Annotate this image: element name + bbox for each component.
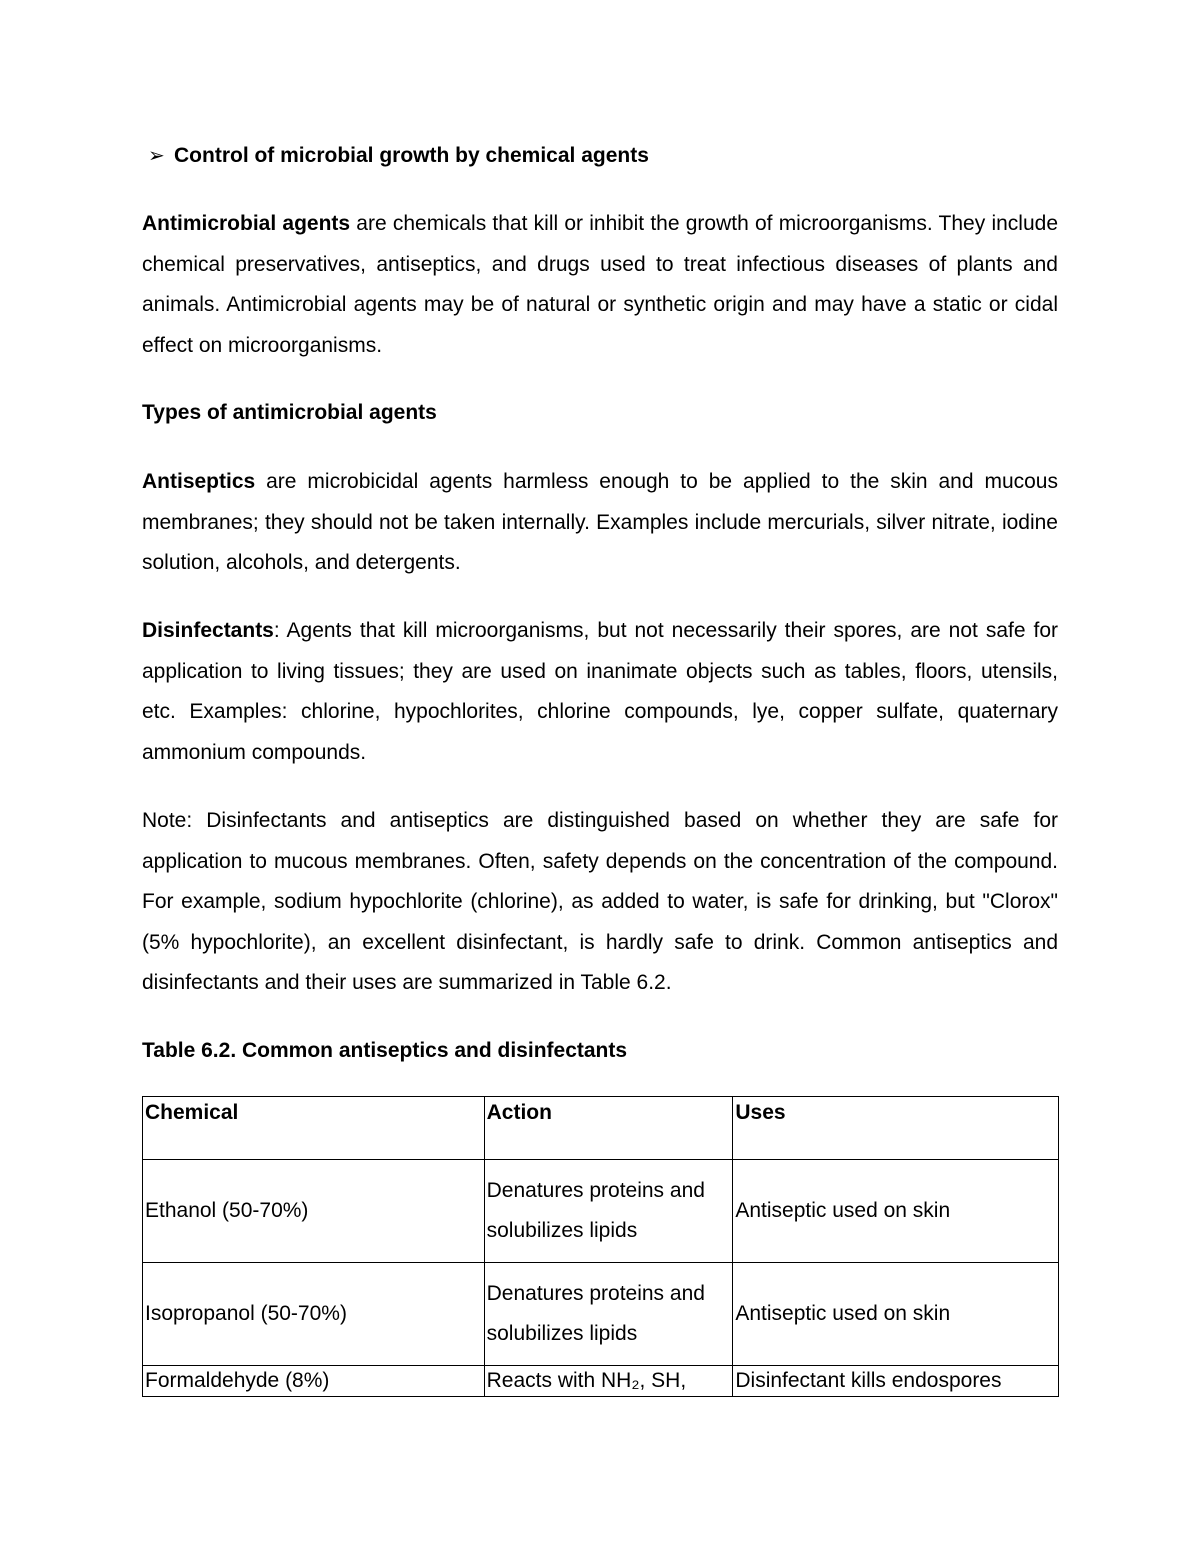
cell-chemical: Ethanol (50-70%) (143, 1160, 485, 1263)
disinfectants-text: : Agents that kill microorganisms, but not necessarily their spores, are not safe for application to living tissues; they are used on inanimate objects such as tables, floors, utensils, etc. Examples: chlorine, hypochlorites, chlorine compounds, lye, copper sulfate, quaternary ammonium compounds. (142, 619, 1058, 764)
table-row (143, 1366, 1059, 1397)
intro-text: are chemicals that kill or inhibit the growth of microorganisms. They include chemical preservatives, antiseptics, and drugs used to treat infectious diseases of plants and animals. Antimicrobial agents may be of natural or synthetic origin and may have a static or cidal effect on microorganisms. (142, 212, 1058, 357)
table-row (143, 1263, 1059, 1366)
table-row (143, 1160, 1059, 1263)
antiseptics-paragraph (142, 462, 1058, 584)
antiseptics-text: are microbicidal agents harmless enough to be applied to the skin and mucous membranes; they should not be taken internally. Examples include mercurials, silver nitrate, iodine solution, alcohols, and detergents. (142, 470, 1058, 574)
intro-term: Antimicrobial agents (142, 212, 351, 235)
arrow-bullet-icon: ➢ (148, 145, 165, 167)
types-heading: Types of antimicrobial agents (142, 401, 437, 424)
section-heading-text: Control of microbial growth by chemical agents (174, 144, 649, 167)
disinfectants-paragraph (142, 611, 1058, 773)
cell-uses: Disinfectant kills endospores (733, 1366, 1059, 1397)
intro-paragraph (142, 204, 1058, 366)
column-header-chemical: Chemical (143, 1097, 485, 1160)
section-heading (148, 140, 649, 172)
column-header-action: Action (484, 1097, 733, 1160)
cell-chemical: Formaldehyde (8%) (143, 1366, 485, 1397)
cell-action: Denatures proteins and solubilizes lipids (484, 1263, 733, 1366)
note-paragraph: Note: Disinfectants and antiseptics are distinguished based on whether they are safe for application to mucous membranes. Often, safety depends on the concentration of the compound. For example, sodium hypochlorite (chlorine), as added to water, is safe for drinking, but "Clorox" (5% hypochlorite), an excellent disinfectant, is hardly safe to drink. Common antiseptics and disinfectants and their uses are summarized in Table 6.2. (142, 809, 1058, 994)
cell-action: Denatures proteins and solubilizes lipids (484, 1160, 733, 1263)
disinfectants-term: Disinfectants (142, 619, 274, 642)
cell-chemical: Isopropanol (50-70%) (143, 1263, 485, 1366)
cell-uses: Antiseptic used on skin (733, 1160, 1059, 1263)
table-caption: Table 6.2. Common antiseptics and disinfectants (142, 1039, 628, 1062)
cell-uses: Antiseptic used on skin (733, 1263, 1059, 1366)
cell-action: Reacts with NH₂, SH, (484, 1366, 733, 1397)
antiseptics-term: Antiseptics (142, 470, 256, 493)
table-header-row (143, 1097, 1059, 1160)
antiseptics-table (142, 1096, 1059, 1397)
column-header-uses: Uses (733, 1097, 1059, 1160)
